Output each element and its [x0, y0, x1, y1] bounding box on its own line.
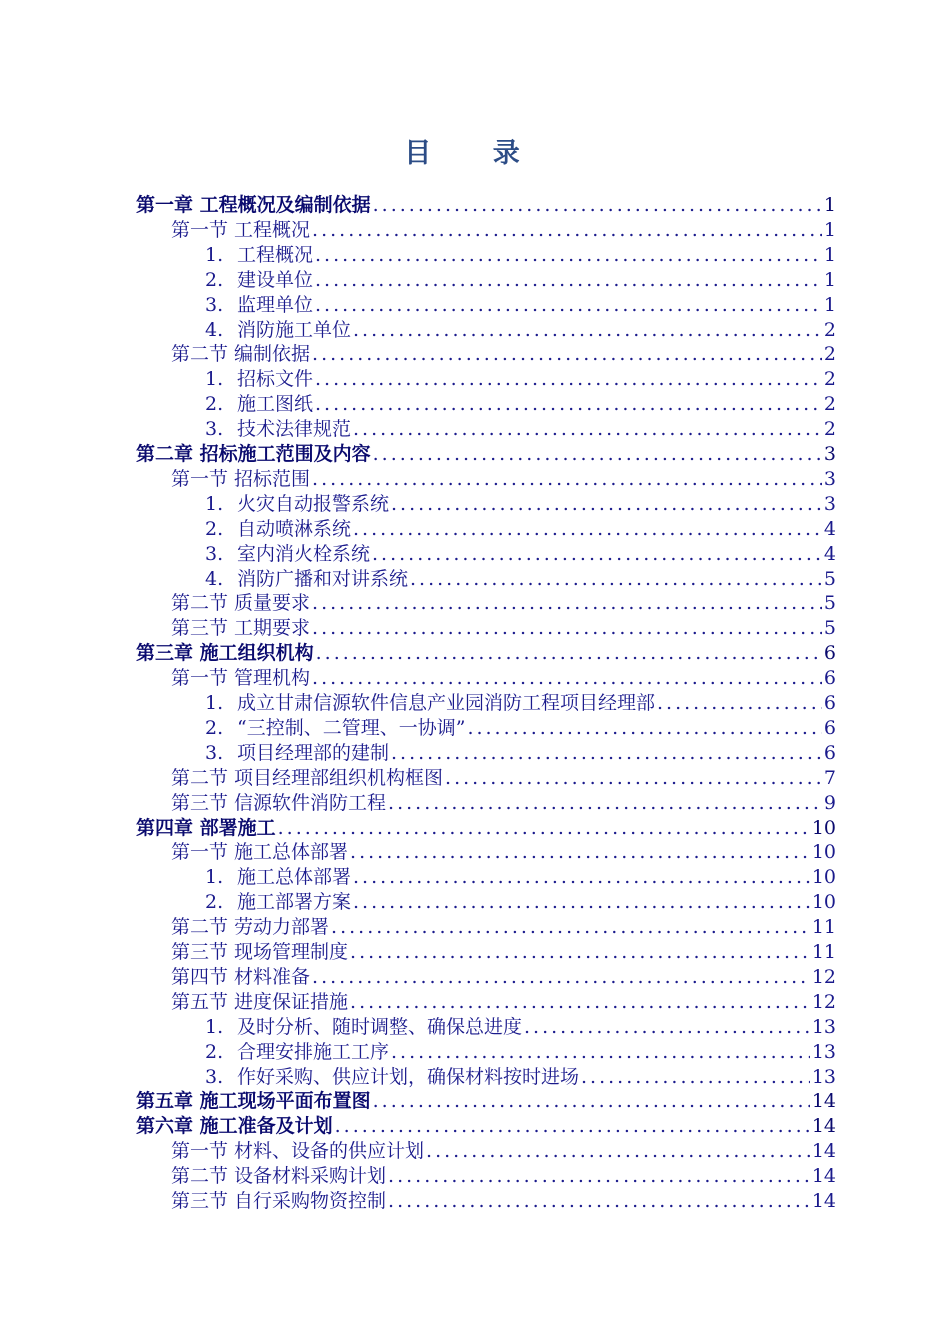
toc-entry-page: 7: [823, 766, 836, 789]
toc-entry-number: 1.: [205, 1015, 224, 1038]
toc-entry[interactable]: [205, 542, 836, 567]
toc-entry-number: 3.: [205, 293, 224, 316]
toc-entry-label: 第二节 设备材料采购计划: [171, 1165, 387, 1188]
dot-leader: [391, 492, 822, 517]
toc-entry-page: 3: [823, 467, 836, 490]
dot-leader: [335, 1114, 810, 1139]
toc-entry[interactable]: [205, 691, 836, 716]
toc-entry-label: 第三章 施工组织机构: [136, 642, 314, 665]
toc-entry-number: 1.: [205, 243, 224, 266]
toc-entry-number: 1.: [205, 692, 224, 714]
toc-entry[interactable]: [171, 467, 836, 492]
dot-leader: [315, 268, 822, 293]
toc-entry-page: 1: [823, 243, 836, 266]
toc-entry[interactable]: [136, 816, 836, 841]
toc-entry-label: 第五章 施工现场平面布置图: [136, 1090, 371, 1113]
toc-entry-page: 14: [811, 1090, 836, 1113]
toc-entry[interactable]: [205, 268, 836, 293]
toc-entry-page: 13: [811, 1040, 836, 1063]
toc-entry-page: 11: [811, 941, 836, 963]
toc-entry-label: 室内消火栓系统: [237, 542, 371, 565]
dot-leader: [331, 915, 810, 940]
toc-entry-label: 成立甘肃信源软件信息产业园消防工程项目经理部: [237, 692, 656, 714]
toc-entry[interactable]: [205, 243, 836, 268]
toc-entry[interactable]: [171, 766, 836, 791]
dot-leader: [312, 342, 822, 367]
toc-entry[interactable]: [205, 865, 836, 890]
toc-entry[interactable]: [136, 193, 836, 218]
toc-entry-page: 2: [823, 418, 836, 441]
toc-entry[interactable]: [136, 442, 836, 467]
toc-entry-page: 5: [823, 567, 836, 590]
toc-entry-label: 第一节 材料、设备的供应计划: [171, 1140, 425, 1163]
toc-entry-label: 建设单位: [237, 268, 314, 291]
dot-leader: [410, 567, 822, 592]
toc-entry[interactable]: [171, 218, 836, 243]
toc-entry-label: 消防施工单位: [237, 318, 352, 341]
toc-entry[interactable]: [171, 616, 836, 641]
toc-entry[interactable]: [205, 1065, 836, 1090]
toc-entry-label: 第三节 工期要求: [171, 617, 311, 640]
toc-entry[interactable]: [171, 666, 836, 691]
toc-entry-label: 合理安排施工工序: [237, 1040, 390, 1063]
toc-entry-page: 13: [811, 1065, 836, 1088]
dot-leader: [657, 691, 822, 716]
toc-entry-page: 6: [823, 716, 836, 739]
toc-entry[interactable]: [205, 741, 836, 766]
toc-entry[interactable]: [171, 990, 836, 1015]
toc-entry[interactable]: [171, 965, 836, 990]
toc-entry[interactable]: [205, 716, 836, 741]
toc-entry-label: 项目经理部的建制: [237, 741, 390, 764]
toc-entry-page: 6: [823, 692, 836, 714]
dot-leader: [315, 367, 822, 392]
toc-entry[interactable]: [171, 940, 836, 965]
toc-entry-label: 第五节 进度保证措施: [171, 990, 349, 1013]
toc-entry[interactable]: [205, 890, 836, 915]
dot-leader: [581, 1065, 810, 1090]
toc-entry-page: 14: [811, 1140, 836, 1163]
dot-leader: [312, 965, 810, 990]
toc-entry-label: 自动喷淋系统: [237, 517, 352, 540]
dot-leader: [350, 990, 810, 1015]
toc-entry[interactable]: [171, 1139, 836, 1164]
toc-entry-page: 1: [823, 194, 836, 216]
toc-entry-page: 12: [811, 990, 836, 1013]
toc-entry-page: 5: [823, 617, 836, 640]
toc-entry-page: 5: [823, 592, 836, 615]
toc-entry[interactable]: [205, 567, 836, 592]
page-title: 目 录: [404, 138, 546, 169]
toc-entry[interactable]: [171, 915, 836, 940]
toc-entry-label: “三控制、二管理、一协调”: [237, 716, 466, 739]
dot-leader: [467, 716, 821, 741]
toc-entry-number: 2.: [205, 517, 224, 540]
toc-entry-label: 第一节 工程概况: [171, 218, 311, 241]
toc-entry-label: 技术法律规范: [237, 418, 352, 441]
dot-leader: [312, 218, 822, 243]
toc-entry[interactable]: [205, 1015, 836, 1040]
toc-entry-page: 10: [811, 841, 836, 864]
dot-leader: [388, 1189, 810, 1214]
toc-entry-label: 第一节 招标范围: [171, 467, 311, 490]
toc-entry-label: 第三节 自行采购物资控制: [171, 1190, 387, 1212]
toc-entry-label: 第三节 现场管理制度: [171, 941, 349, 963]
dot-leader: [373, 193, 822, 218]
toc-entry-label: 施工总体部署: [237, 866, 352, 889]
toc-entry-page: 10: [811, 866, 836, 889]
toc-entry-page: 4: [823, 517, 836, 540]
toc-entry-number: 3.: [205, 542, 224, 565]
toc-entry-page: 2: [823, 343, 836, 366]
toc-entry-label: 及时分析、随时调整、确保总进度: [237, 1015, 523, 1038]
toc-entry[interactable]: [171, 791, 836, 816]
toc-entry[interactable]: [136, 641, 836, 666]
toc-entry-label: 第四章 部署施工: [136, 816, 276, 839]
toc-entry[interactable]: [205, 517, 836, 542]
toc-entry-page: 6: [823, 667, 836, 690]
toc-entry-page: 13: [811, 1015, 836, 1038]
toc-entry-page: 2: [823, 368, 836, 391]
toc-entry[interactable]: [171, 342, 836, 367]
toc-entry-page: 1: [823, 218, 836, 241]
toc-entry-number: 1.: [205, 368, 224, 391]
dot-leader: [373, 1089, 810, 1114]
toc-entry-label: 工程概况: [237, 243, 314, 266]
dot-leader: [312, 666, 822, 691]
toc-entry-label: 招标文件: [237, 368, 314, 391]
toc-entry-label: 第一章 工程概况及编制依据: [136, 194, 371, 216]
toc-entry-label: 施工部署方案: [237, 891, 352, 914]
dot-leader: [316, 641, 822, 666]
dot-leader: [312, 591, 822, 616]
toc-entry[interactable]: [205, 318, 836, 343]
dot-leader: [353, 417, 822, 442]
toc-entry-label: 第二节 项目经理部组织机构框图: [171, 766, 444, 789]
toc-entry-label: 第三节 信源软件消防工程: [171, 791, 387, 814]
toc-entry-page: 12: [811, 965, 836, 988]
toc-entry-page: 3: [823, 443, 836, 465]
dot-leader: [388, 1164, 810, 1189]
dot-leader: [353, 865, 810, 890]
toc-entry-number: 4.: [205, 567, 224, 590]
toc-entry-label: 第一节 管理机构: [171, 667, 311, 690]
toc-entry-page: 3: [823, 492, 836, 515]
toc-entry-page: 10: [811, 816, 836, 839]
toc-entry-label: 施工图纸: [237, 393, 314, 416]
toc-entry-label: 第二章 招标施工范围及内容: [136, 443, 371, 465]
toc-entry-number: 2.: [205, 716, 224, 739]
toc-entry[interactable]: [171, 1189, 836, 1214]
toc-entry-label: 第二节 劳动力部署: [171, 916, 330, 939]
toc-entry-label: 作好采购、供应计划，确保材料按时进场: [237, 1065, 580, 1088]
dot-leader: [353, 890, 810, 915]
toc-entry-number: 3.: [205, 741, 224, 764]
dot-leader: [278, 816, 810, 841]
toc-entry-page: 2: [823, 318, 836, 341]
toc-entry-page: 11: [811, 916, 836, 939]
toc-entry[interactable]: [136, 1089, 836, 1114]
dot-leader: [372, 542, 822, 567]
toc-entry[interactable]: [171, 1164, 836, 1189]
toc-entry-label: 第六章 施工准备及计划: [136, 1115, 333, 1138]
toc-entry-number: 1.: [205, 866, 224, 889]
toc-entry-page: 1: [823, 293, 836, 316]
toc-entry-number: 2.: [205, 393, 224, 416]
dot-leader: [312, 616, 822, 641]
toc-entry-page: 10: [811, 891, 836, 914]
toc-entry-page: 6: [823, 741, 836, 764]
toc-entry[interactable]: [205, 367, 836, 392]
toc-entry-page: 14: [811, 1190, 836, 1212]
toc-entry-label: 第二节 编制依据: [171, 343, 311, 366]
dot-leader: [315, 293, 822, 318]
toc-entry[interactable]: [205, 1040, 836, 1065]
dot-leader: [350, 940, 810, 965]
dot-leader: [391, 1040, 810, 1065]
toc-entry-label: 火灾自动报警系统: [237, 492, 390, 515]
dot-leader: [445, 766, 822, 791]
toc-entry-number: 4.: [205, 318, 224, 341]
dot-leader: [350, 840, 810, 865]
toc-entry[interactable]: [136, 1114, 836, 1139]
dot-leader: [391, 741, 822, 766]
dot-leader: [315, 392, 822, 417]
toc-entry-label: 监理单位: [237, 293, 314, 316]
toc-entry-page: 14: [811, 1115, 836, 1138]
toc-entry[interactable]: [171, 591, 836, 616]
dot-leader: [353, 517, 822, 542]
toc-entry-number: 2.: [205, 268, 224, 291]
dot-leader: [312, 467, 822, 492]
toc-entry-page: 1: [823, 268, 836, 291]
toc-entry-page: 6: [823, 642, 836, 665]
dot-leader: [524, 1015, 810, 1040]
toc-entry-label: 第一节 施工总体部署: [171, 841, 349, 864]
toc-entry-number: 2.: [205, 1040, 224, 1063]
toc-entry[interactable]: [205, 492, 836, 517]
toc-entry-page: 4: [823, 542, 836, 565]
toc-entry-label: 第二节 质量要求: [171, 592, 311, 615]
dot-leader: [373, 442, 822, 467]
toc-entry[interactable]: [205, 293, 836, 318]
dot-leader: [353, 318, 822, 343]
toc-entry[interactable]: [205, 417, 836, 442]
toc-entry-page: 9: [823, 791, 836, 814]
toc-entry-label: 消防广播和对讲系统: [237, 567, 409, 590]
dot-leader: [315, 243, 822, 268]
toc-entry-page: 2: [823, 393, 836, 416]
toc-entry-number: 3.: [205, 418, 224, 441]
toc-entry-number: 3.: [205, 1065, 224, 1088]
toc-entry-page: 14: [811, 1165, 836, 1188]
toc-entry[interactable]: [171, 840, 836, 865]
toc-entry-label: 第四节 材料准备: [171, 965, 311, 988]
dot-leader: [426, 1139, 810, 1164]
toc-entry-number: 2.: [205, 891, 224, 914]
dot-leader: [388, 791, 822, 816]
toc-entry-number: 1.: [205, 492, 224, 515]
toc-entry[interactable]: [205, 392, 836, 417]
